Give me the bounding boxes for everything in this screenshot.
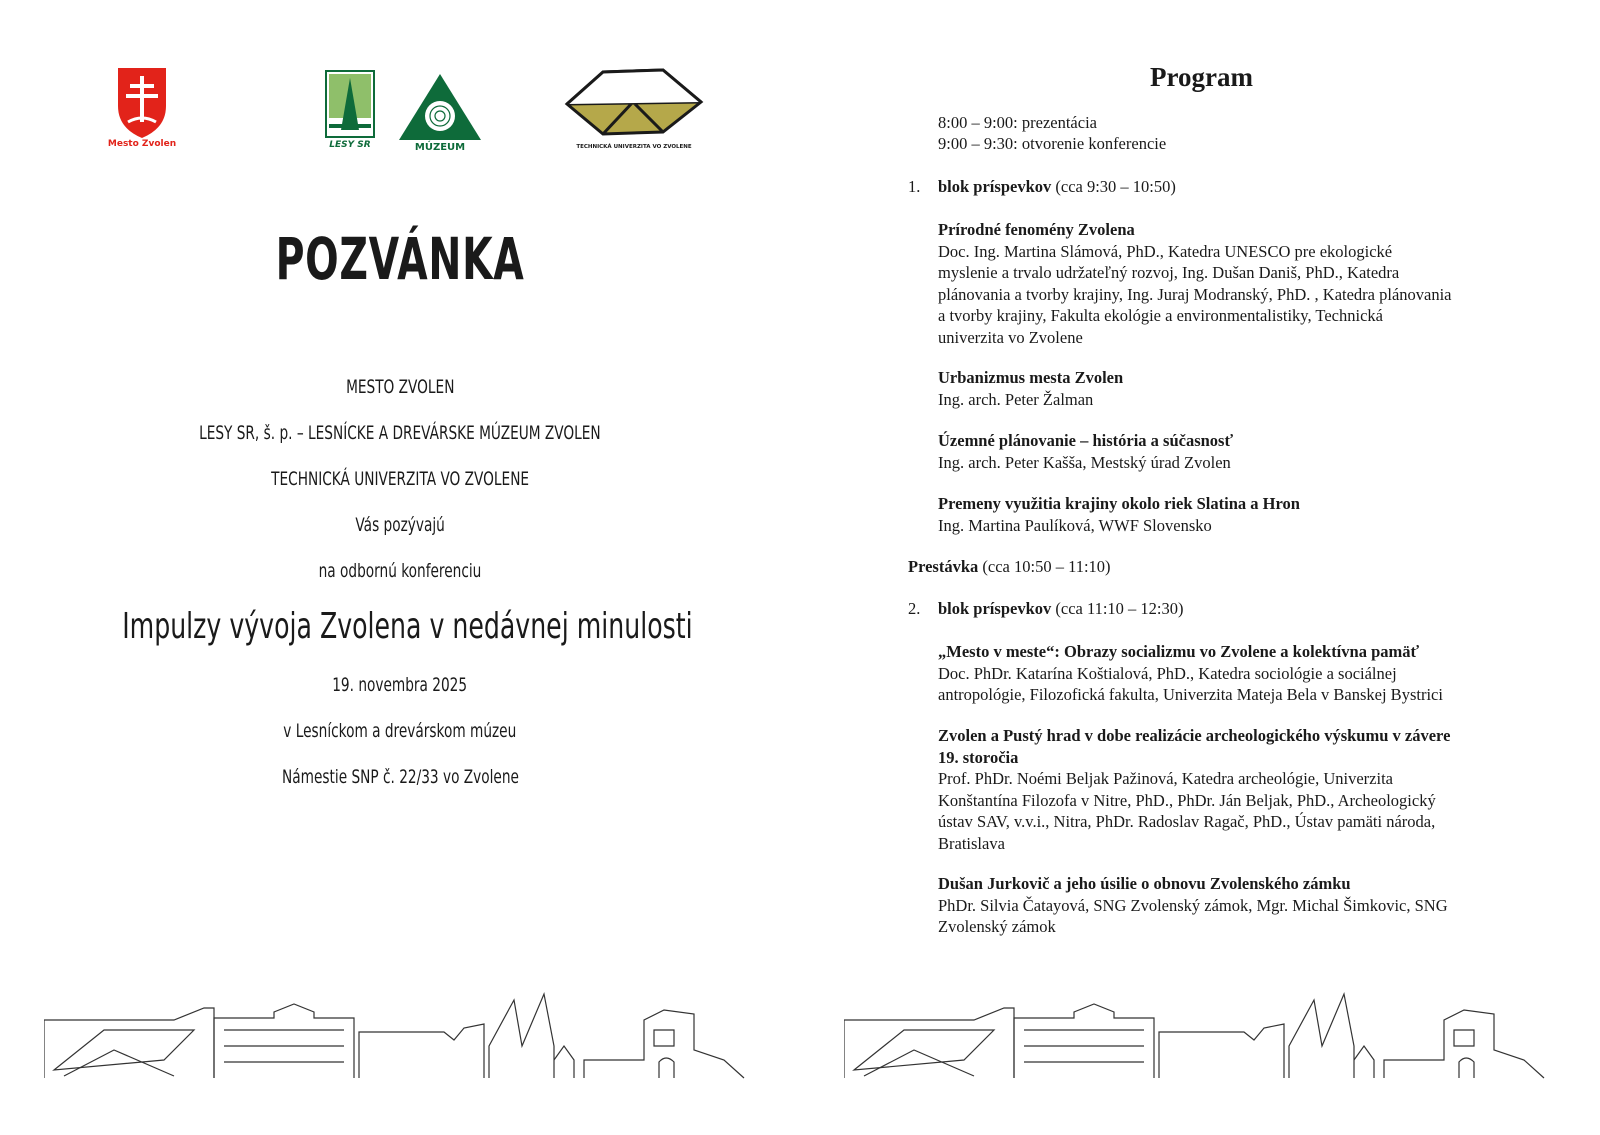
talk-title: 19. storočia	[938, 747, 1019, 767]
break-item: Prestávka (cca 10:50 – 11:10)	[908, 557, 1111, 576]
talk-item	[938, 430, 1538, 473]
talk-title: Územné plánovanie – história a súčasnosť	[938, 431, 1234, 450]
talk-title: Urbanizmus mesta Zvolen	[938, 368, 1124, 387]
talk-authors: PhDr. Silvia Čatayová, SNG Zvolenský zámok, Mgr. Michal Šimkovic, SNG	[938, 895, 1448, 915]
conference-venue: v Lesníckom a drevárskom múzeu	[283, 720, 517, 742]
organizer-city: MESTO ZVOLEN	[345, 376, 455, 398]
organizer-university: TECHNICKÁ UNIVERZITA VO ZVOLENE	[271, 468, 529, 490]
organizer-museum: LESY SR, š. p. – LESNÍCKE A DREVÁRSKE MÚZEUM ZVOLEN	[199, 422, 601, 444]
talk-title: Prírodné fenomény Zvolena	[938, 220, 1135, 239]
program-heading: Program	[1150, 62, 1253, 92]
talk-authors: Ing. Martina Paulíková, WWF Slovensko	[938, 515, 1212, 535]
talk-title: Zvolen a Pustý hrad v dobe realizácie archeologického výskumu v závere	[938, 726, 1451, 745]
talk-authors: a tvorby krajiny, Fakulta ekológie a environmentalistiky, Technická	[938, 306, 1383, 325]
talk-authors: Ing. arch. Peter Kašša, Mestský úrad Zvolen	[938, 452, 1231, 472]
talk-title: Dušan Jurkovič a jeho úsilie o obnovu Zvolenského zámku	[938, 874, 1351, 893]
talk-authors: antropológie, Filozofická fakulta, Univerzita Mateja Bela v Banskej Bystrici	[938, 685, 1443, 704]
talk-authors: Prof. PhDr. Noémi Beljak Pažinová, Katedra archeológie, Univerzita	[938, 769, 1393, 788]
block2-heading: blok príspevkov (cca 11:10 – 12:30)	[938, 599, 1184, 618]
invitation-title: POZVÁNKA	[275, 225, 525, 293]
conference-intro: na odbornú konferenciu	[318, 560, 482, 582]
talk-authors: Ing. arch. Peter Žalman	[938, 389, 1094, 409]
talk-authors: Zvolenský zámok	[938, 917, 1056, 936]
talk-authors: plánovania a tvorby krajiny, Ing. Juraj Modranský, PhD. , Katedra plánovania	[938, 284, 1452, 304]
block2-number: 2.	[908, 599, 921, 618]
zvolen-skyline-illustration	[44, 990, 764, 1080]
block1-number: 1.	[908, 177, 921, 196]
talk-item	[938, 493, 1538, 536]
schedule-opening: 9:00 – 9:30: otvorenie konferencie	[938, 134, 1167, 153]
talk-item	[938, 219, 1538, 348]
lesy-logo-caption: LESY SR	[329, 140, 371, 150]
talk-authors: Bratislava	[938, 833, 1005, 853]
tu-logo-caption: TECHNICKÁ UNIVERZITA VO ZVOLENE	[576, 144, 692, 150]
conference-title: Impulzy vývoja Zvolena v nedávnej minulosti	[122, 606, 693, 647]
zvolen-logo-caption: Mesto Zvolen	[107, 139, 177, 149]
muzeum-logo	[397, 72, 483, 152]
lesy-sr-logo	[325, 70, 375, 150]
talk-item	[938, 725, 1538, 854]
zvolen-skyline-illustration	[844, 990, 1564, 1080]
conference-address: Námestie SNP č. 22/33 vo Zvolene	[281, 766, 519, 788]
talk-authors: ústav SAV, v.v.i., Nitra, PhDr. Radoslav Ragač, PhD., Ústav pamäti národa,	[938, 812, 1436, 831]
invite-text: Vás pozývajú	[355, 514, 445, 536]
zvolen-coat-of-arms-logo	[104, 66, 180, 152]
muzeum-logo-caption: MÚZEUM	[414, 142, 466, 152]
talk-authors: Doc. Ing. Martina Slámová, PhD., Katedra UNESCO pre ekologické	[938, 241, 1393, 261]
block1-heading: blok príspevkov (cca 9:30 – 10:50)	[938, 177, 1176, 196]
talk-title: „Mesto v meste“: Obrazy socializmu vo Zvolene a kolektívna pamäť	[938, 642, 1420, 661]
schedule-registration: 8:00 – 9:00: prezentácia	[938, 113, 1097, 132]
talk-title: Premeny využitia krajiny okolo riek Slatina a Hron	[938, 494, 1300, 513]
talk-item	[938, 873, 1538, 938]
talk-item	[938, 641, 1538, 706]
talk-authors: univerzita vo Zvolene	[938, 327, 1083, 347]
talk-authors: Doc. PhDr. Katarína Koštialová, PhD., Katedra sociológie a sociálnej	[938, 663, 1397, 683]
conference-date: 19. novembra 2025	[332, 674, 468, 696]
talk-authors: myslenie a trvalo udržateľný rozvoj, Ing. Dušan Daniš, PhD., Katedra	[938, 263, 1400, 282]
technicka-univerzita-logo	[563, 66, 705, 152]
talk-authors: Konštantína Filozofa v Nitre, PhD., PhDr. Ján Beljak, PhD., Archeologický	[938, 790, 1436, 810]
talk-item	[938, 367, 1538, 410]
